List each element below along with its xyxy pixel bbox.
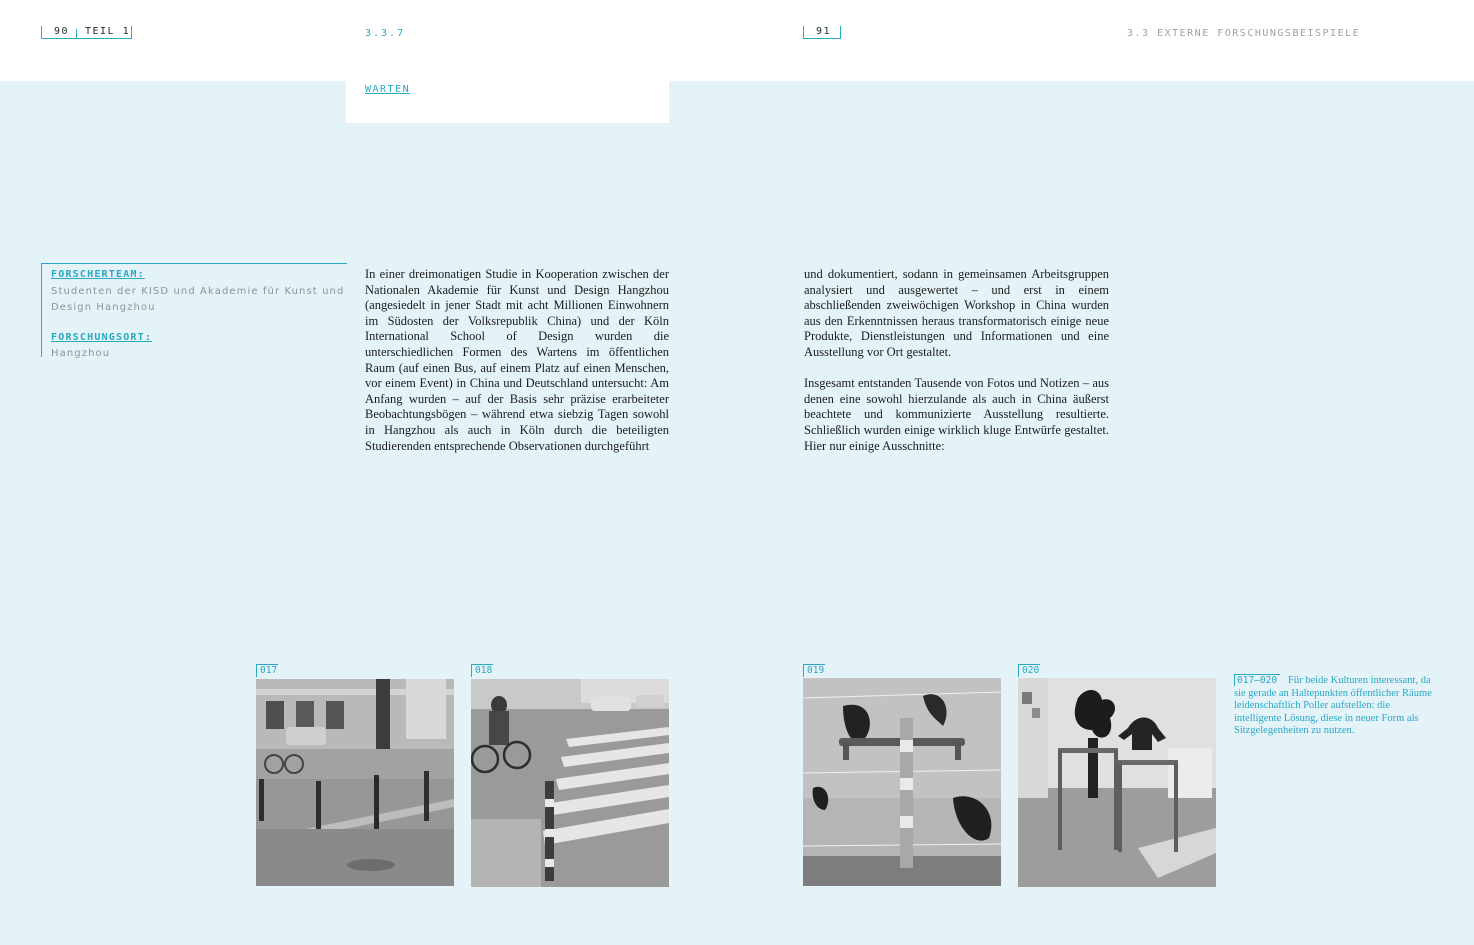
left-page-number-box: [41, 26, 132, 39]
body-paragraph: In einer dreimonatigen Studie in Kooperation zwischen der Nationalen Akademie für Kunst und Design Hangzhou (angesiedelt in jener Stadt mit acht Millionen Einwohnern im Südosten der Volksrepublik China) und der Köln International School of Design wurden die unterschiedlichen Formen des Wartens im öffentlichen Raum (auf einen Bus, auf einem Platz auf einen Menschen, vor einem Event) in China und Deutschland untersucht: Am Anfang wurden – auf der Basis sehr präzise erarbeiteter Beobachtungsbögen – während etwa siebzig Tagen sowohl in Hangzhou als auch in Köln durch die beteiligten Studierenden entsprechende Observationen durchgeführt: [365, 267, 669, 453]
body-text-left: [365, 267, 669, 470]
crosswalk-cyclist-photo: [471, 679, 669, 887]
chapter-title: WARTEN: [365, 84, 411, 95]
photo-label-019: 019: [803, 664, 825, 677]
caption-range: 017–020: [1234, 674, 1280, 686]
part-label: TEIL 1: [85, 26, 131, 37]
project-info-box: [41, 263, 347, 357]
photo-label-018: 018: [471, 664, 493, 677]
team-value: Studenten der KISD und Akademie für Kunst und Design Hangzhou: [51, 286, 345, 313]
body-paragraph: und dokumentiert, sodann in gemeinsamen Arbeitsgruppen analysiert und ausgewertet – und erst in einem abschließenden zweiwöchigen Workshop in China wurden aus den Erkenntnissen heraus transformatorisch einige neue Produkte, Dienstleistungen und Informationen und eine Ausstellung vor Ort gestaltet.: [804, 267, 1109, 359]
photo-label-017: 017: [256, 664, 278, 677]
body-paragraph: Insgesamt entstanden Tausende von Fotos und Notizen – aus denen eine sowohl hierzulande als auch in China äußerst beachtete und kommunizierte Ausstellung resultierte. Schließlich wurden einige wirklich kluge Entwürfe gestaltet. Hier nur einige Ausschnitte:: [804, 376, 1109, 453]
exhibition-photo: [1018, 678, 1216, 887]
running-head: 3.3 EXTERNE FORSCHUNGSBEISPIELE: [1127, 28, 1361, 39]
photo-label-020: 020: [1018, 664, 1040, 677]
section-number: 3.3.7: [365, 28, 406, 39]
place-value: Hangzhou: [51, 348, 111, 359]
body-text-right: [804, 267, 1109, 470]
street-bollards-photo: [256, 679, 454, 886]
left-page-number: 90: [54, 26, 70, 37]
bollard-seat-photo: [803, 678, 1001, 886]
team-label: FORSCHERTEAM:: [51, 269, 145, 280]
caption-text: Für beide Kulturen interessant, da sie gerade an Haltepunkten öffentlicher Räume leidenschaftlich Poller aufstellen: die intelligente Lösung, diese in neuer Form als Sitzgelegenheiten zu nutzen.: [1234, 675, 1432, 737]
chapter-title-box: [346, 81, 669, 123]
place-label: FORSCHUNGSORT:: [51, 332, 153, 343]
right-page-number-box: [803, 26, 841, 39]
right-page-number: 91: [816, 26, 832, 37]
photo-caption: [1234, 675, 1434, 738]
header-bar: [0, 0, 1474, 81]
page-number-separator: [76, 29, 77, 38]
